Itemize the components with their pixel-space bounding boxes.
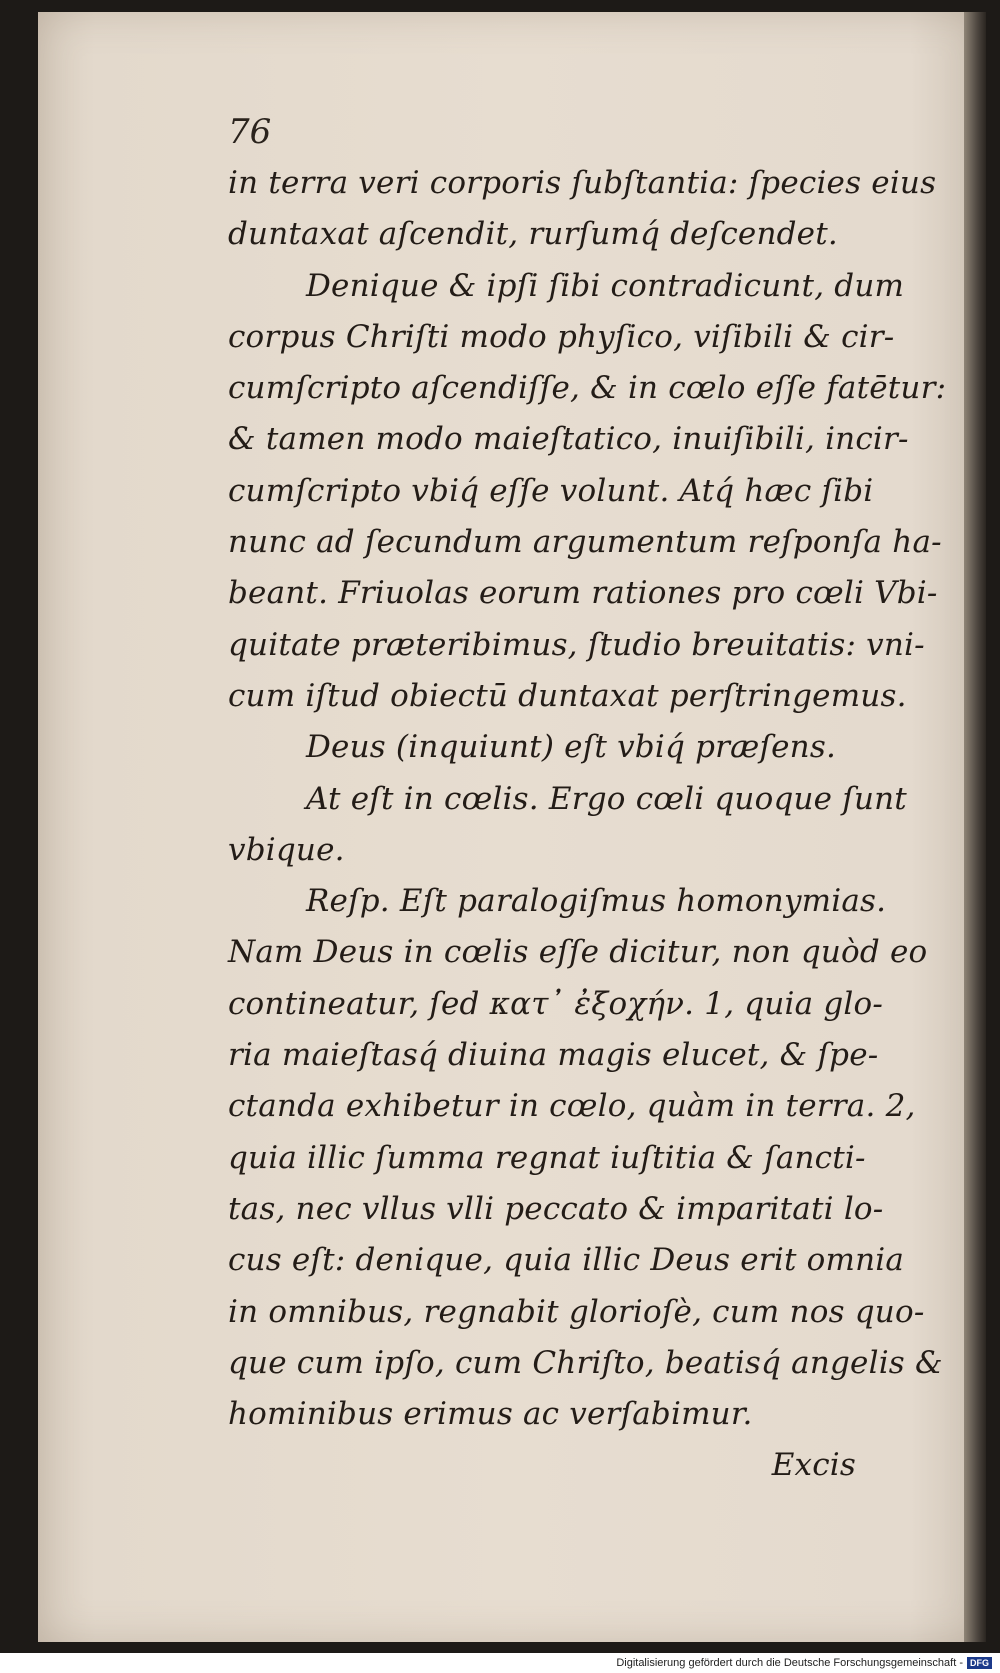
text-line: At eſt in cœlis. Ergo cœli quoque ſunt	[306, 780, 907, 817]
text-line: & tamen modo maieſtatico, inuiſibili, incir-	[228, 421, 909, 458]
digitization-footer	[0, 1653, 1000, 1673]
text-line: cumſcripto vbiq́ eſſe volunt. Atq́ hæc ſibi	[228, 472, 874, 509]
text-line: in omnibus, regnabit glorioſè, cum nos quo-	[228, 1293, 925, 1330]
text-line: ctanda exhibetur in cœlo, quàm in terra. 2,	[228, 1088, 916, 1125]
text-line: Denique & ipſi ſibi contradicunt, dum	[306, 267, 905, 304]
text-line: cumſcripto aſcendiſſe, & in cœlo eſſe fatētur:	[228, 370, 947, 407]
text-line: beant. Friuolas eorum rationes pro cœli Vbi-	[228, 575, 938, 612]
text-line: contineatur, ſed κατ᾽ ἐξοχήν. 1, quia glo-	[228, 985, 884, 1022]
text-line: quia illic ſumma regnat iuſtitia & ſancti-	[228, 1139, 866, 1176]
text-line: duntaxat aſcendit, rurſumq́ deſcendet.	[228, 216, 838, 253]
page-number: 76	[228, 112, 272, 152]
text-line: hominibus erimus ac verſabimur.	[228, 1396, 753, 1433]
body-text	[228, 158, 947, 1492]
text-line: nunc ad ſecundum argumentum reſponſa ha-	[228, 524, 942, 561]
text-line: vbique.	[228, 831, 345, 868]
text-line: cum iſtud obiectū duntaxat perſtringemus.	[228, 677, 907, 714]
text-line: Nam Deus in cœlis eſſe dicitur, non quòd eo	[228, 934, 928, 971]
text-line: Reſp. Eſt paralogiſmus homonymias.	[306, 883, 887, 920]
text-line: tas, nec vllus vlli peccato & imparitati lo-	[228, 1190, 884, 1227]
catchword: Excis	[771, 1447, 856, 1484]
text-line: quitate præteribimus, ſtudio breuitatis: vni-	[228, 626, 925, 663]
text-line: ria maieſtasq́ diuina magis elucet, & ſpe-	[228, 1037, 879, 1074]
text-line: cus eſt: denique, quia illic Deus erit omnia	[228, 1242, 905, 1279]
text-line: corpus Chriſti modo phyſico, viſibili & cir-	[228, 318, 895, 355]
text-line: que cum ipſo, cum Chriſto, beatisq́ angelis &	[228, 1344, 943, 1381]
dfg-logo: DFG	[967, 1657, 992, 1669]
page-edge-shadow	[964, 12, 986, 1642]
footer-credit: Digitalisierung gefördert durch die Deutsche Forschungsgemeinschaft -	[616, 1657, 963, 1669]
text-line: in terra veri corporis ſubſtantia: ſpecies eius	[228, 165, 937, 201]
text-line: Deus (inquiunt) eſt vbiq́ præſens.	[306, 729, 837, 766]
